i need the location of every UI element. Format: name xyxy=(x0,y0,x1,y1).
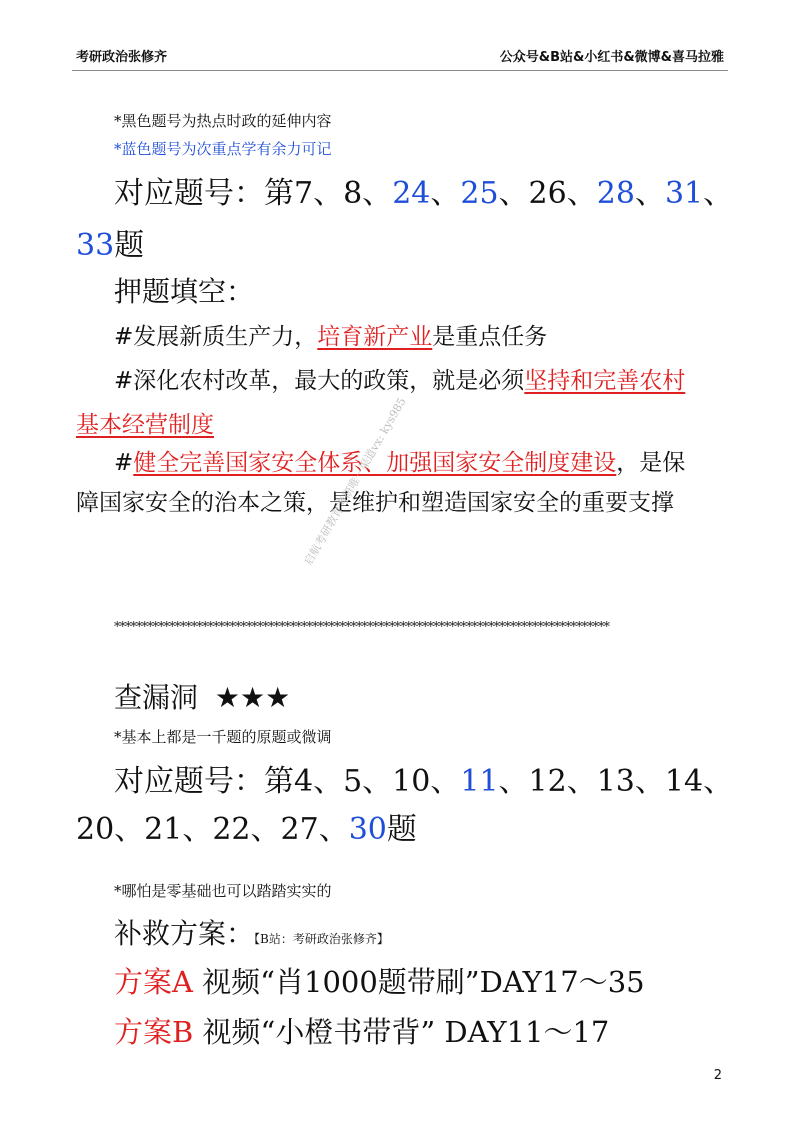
note-black-numbers: *黑色题号为热点时政的延伸内容 xyxy=(114,112,332,130)
note-zero-basis: *哪怕是零基础也可以踏踏实实的 xyxy=(114,882,332,900)
star-rating-icon: ★★★ xyxy=(214,681,291,714)
header-divider xyxy=(72,70,728,71)
asterisk-divider: ****************************************************************************************** xyxy=(114,620,609,635)
note-blue-numbers: *蓝色题号为次重点学有余力可记 xyxy=(114,140,332,158)
header-left: 考研政治张修齐 xyxy=(76,50,168,65)
note-original-questions: *基本上都是一千题的原题或微调 xyxy=(114,728,332,746)
fill-item-3-line1: #健全完善国家安全体系、加强国家安全制度建设，是保 xyxy=(114,450,686,476)
section-check-title: 查漏洞 ★★★ xyxy=(114,681,291,714)
plan-b: 方案B 视频“小橙书带背” DAY11～17 xyxy=(114,1015,610,1049)
page-number: 2 xyxy=(713,1068,722,1083)
watermark-text: 启航考研教育考研唯一渠道vx: kys985 xyxy=(301,395,409,568)
question-numbers-line2: 33题 xyxy=(76,228,145,263)
fill-item-1: #发展新质生产力，培育新产业是重点任务 xyxy=(114,324,548,350)
header-right: 公众号&B站&小红书&微博&喜马拉雅 xyxy=(499,50,724,65)
plan-a: 方案A 视频“肖1000题带刷”DAY17～35 xyxy=(114,965,645,999)
check-question-numbers-line2: 20、21、22、27、30题 xyxy=(76,812,417,847)
fill-item-2-line1: #深化农村改革，最大的政策，就是必须坚持和完善农村 xyxy=(114,368,686,394)
check-question-numbers-line1: 对应题号：第4、5、10、11、12、13、14、 xyxy=(114,764,734,799)
question-numbers-line1: 对应题号：第7、8、24、25、26、28、31、 xyxy=(114,176,734,211)
remedy-title: 补救方案：【B站：考研政治张修齐】 xyxy=(114,917,389,950)
fill-item-3-line2: 障国家安全的治本之策，是维护和塑造国家安全的重要支撑 xyxy=(76,490,674,516)
fill-item-2-line2: 基本经营制度 xyxy=(76,412,214,438)
bilibili-tag: 【B站：考研政治张修齐】 xyxy=(254,932,389,946)
fill-in-title: 押题填空： xyxy=(114,275,255,308)
